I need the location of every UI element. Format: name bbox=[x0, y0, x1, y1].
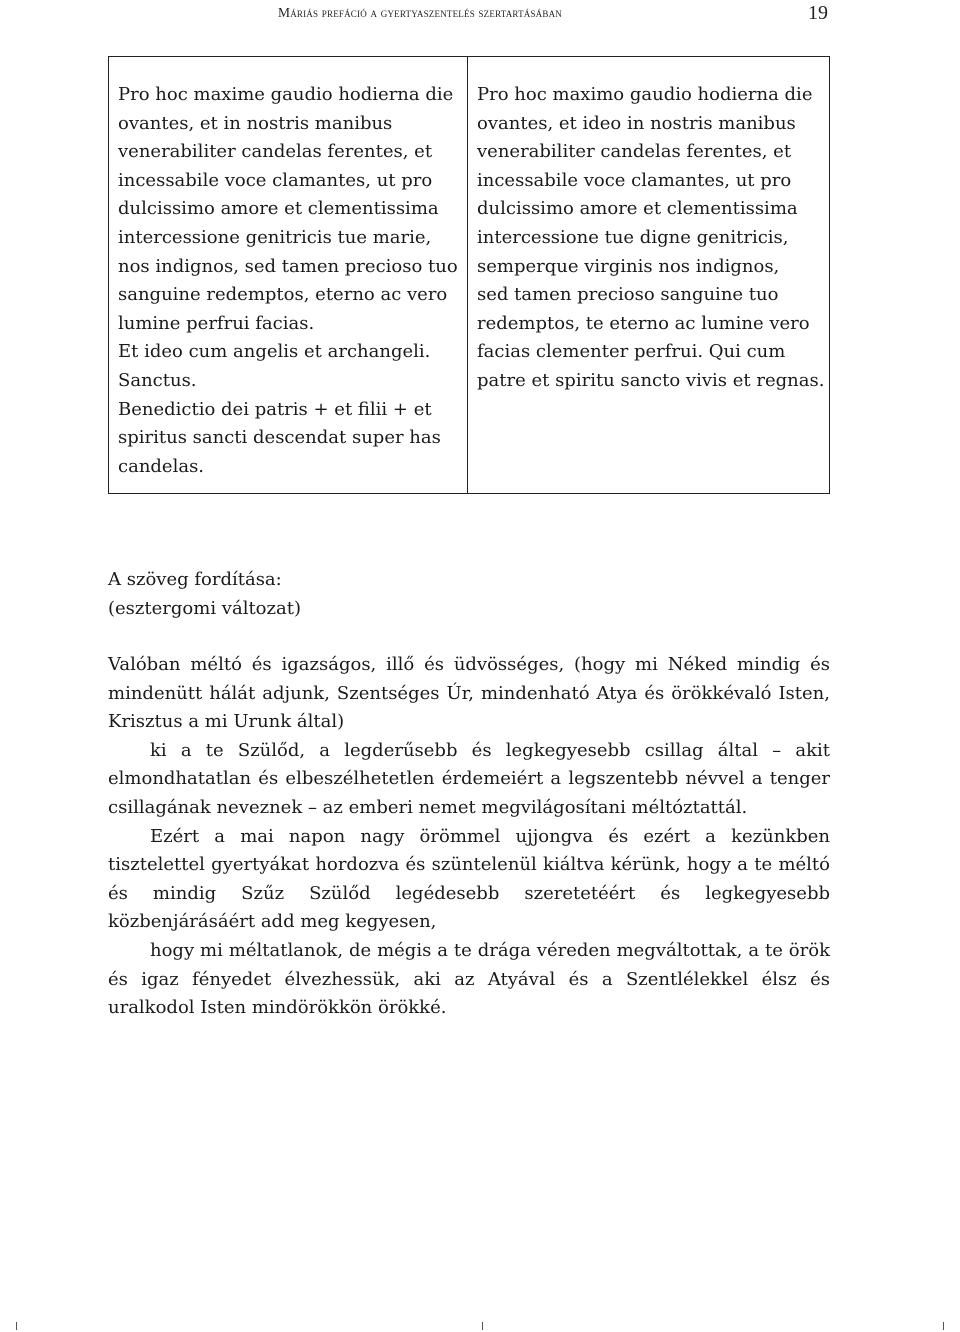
latin-line: Benedictio dei patris + et filii + et bbox=[118, 398, 432, 420]
crop-mark bbox=[16, 1322, 17, 1330]
translation-paragraph: Valóban méltó és igazságos, illő és üdvösséges, (hogy mi Néked mindig és mindenütt hálát adjunk, Szentséges Úr, mindenható Atya és örökkévaló Isten, Krisztus a mi Urunk által) bbox=[108, 654, 830, 733]
latin-line: sed tamen precioso sanguine tuo bbox=[477, 284, 779, 306]
crop-marks bbox=[0, 1322, 960, 1332]
page-number: 19 bbox=[808, 2, 828, 24]
latin-right-column bbox=[468, 57, 828, 493]
latin-line: Et ideo cum angelis et archangeli. bbox=[118, 341, 431, 363]
latin-line: incessabile voce clamantes, ut pro bbox=[118, 169, 433, 191]
latin-left-column bbox=[109, 57, 468, 493]
latin-line: dulcissimo amore et clementissima bbox=[118, 198, 439, 220]
translation-paragraph: Ezért a mai napon nagy örömmel ujjongva és ezért a kezünkben tisztelettel gyertyákat hordozva és szüntelenül kiáltva kérünk, hogy a te méltó és mindig Szűz Szülőd legédesebb szeretetéért és legkegyesebb közbenjárásáért add meg kegyesen, bbox=[108, 825, 830, 933]
latin-line: redemptos, te eterno ac lumine vero bbox=[477, 312, 810, 334]
latin-line: Pro hoc maximo gaudio hodierna die bbox=[477, 84, 813, 105]
latin-line: venerabiliter candelas ferentes, et bbox=[477, 141, 792, 163]
crop-mark bbox=[482, 1322, 483, 1330]
translation-variant: (esztergomi változat) bbox=[108, 597, 301, 619]
latin-text-table bbox=[108, 56, 830, 494]
translation-body bbox=[108, 651, 830, 1023]
crop-mark bbox=[943, 1322, 944, 1330]
latin-line: intercessione genitricis tue marie, bbox=[118, 226, 432, 248]
latin-line: ovantes, et in nostris manibus bbox=[118, 112, 393, 134]
latin-line: sanguine redemptos, eterno ac vero bbox=[118, 284, 448, 306]
running-head bbox=[0, 4, 960, 24]
translation-title: A szöveg fordítása: bbox=[108, 569, 282, 590]
translation-paragraph: hogy mi méltatlanok, de mégis a te drága véreden megváltottak, a te örök és igaz fényedet élvezhessük, aki az Atyával és a Szentlélekkel élsz és uralkodol Isten mindörökkön örökké. bbox=[108, 939, 830, 1019]
latin-line: Pro hoc maxime gaudio hodierna die bbox=[118, 84, 454, 105]
latin-line: ovantes, et ideo in nostris manibus bbox=[477, 112, 796, 134]
latin-line: venerabiliter candelas ferentes, et bbox=[118, 141, 433, 163]
translation-paragraph: ki a te Szülőd, a legderűsebb és legkegyesebb csillag által – akit elmondhatatlan és elbeszélhetetlen érdemeiért a legszentebb névvel a tenger csillagának neveznek – az emberi nemet megvilágosítani méltóztattál. bbox=[108, 739, 830, 818]
running-title: Máriás prefáció a gyertyaszentelés szertartásában bbox=[278, 5, 562, 20]
latin-line: semperque virginis nos indignos, bbox=[477, 255, 780, 277]
translation-heading bbox=[108, 566, 830, 623]
latin-line: Sanctus. bbox=[118, 369, 197, 391]
latin-line: incessabile voce clamantes, ut pro bbox=[477, 169, 792, 191]
latin-line: intercessione tue digne genitricis, bbox=[477, 226, 789, 248]
latin-line: patre et spiritu sancto vivis et regnas. bbox=[477, 369, 825, 391]
latin-line: candelas. bbox=[118, 455, 205, 477]
latin-line: lumine perfrui facias. bbox=[118, 312, 315, 334]
latin-line: facias clementer perfrui. Qui cum bbox=[477, 341, 786, 363]
latin-line: spiritus sancti descendat super has bbox=[118, 427, 441, 449]
latin-line: nos indignos, sed tamen precioso tuo bbox=[118, 255, 458, 277]
latin-line: dulcissimo amore et clementissima bbox=[477, 198, 798, 220]
